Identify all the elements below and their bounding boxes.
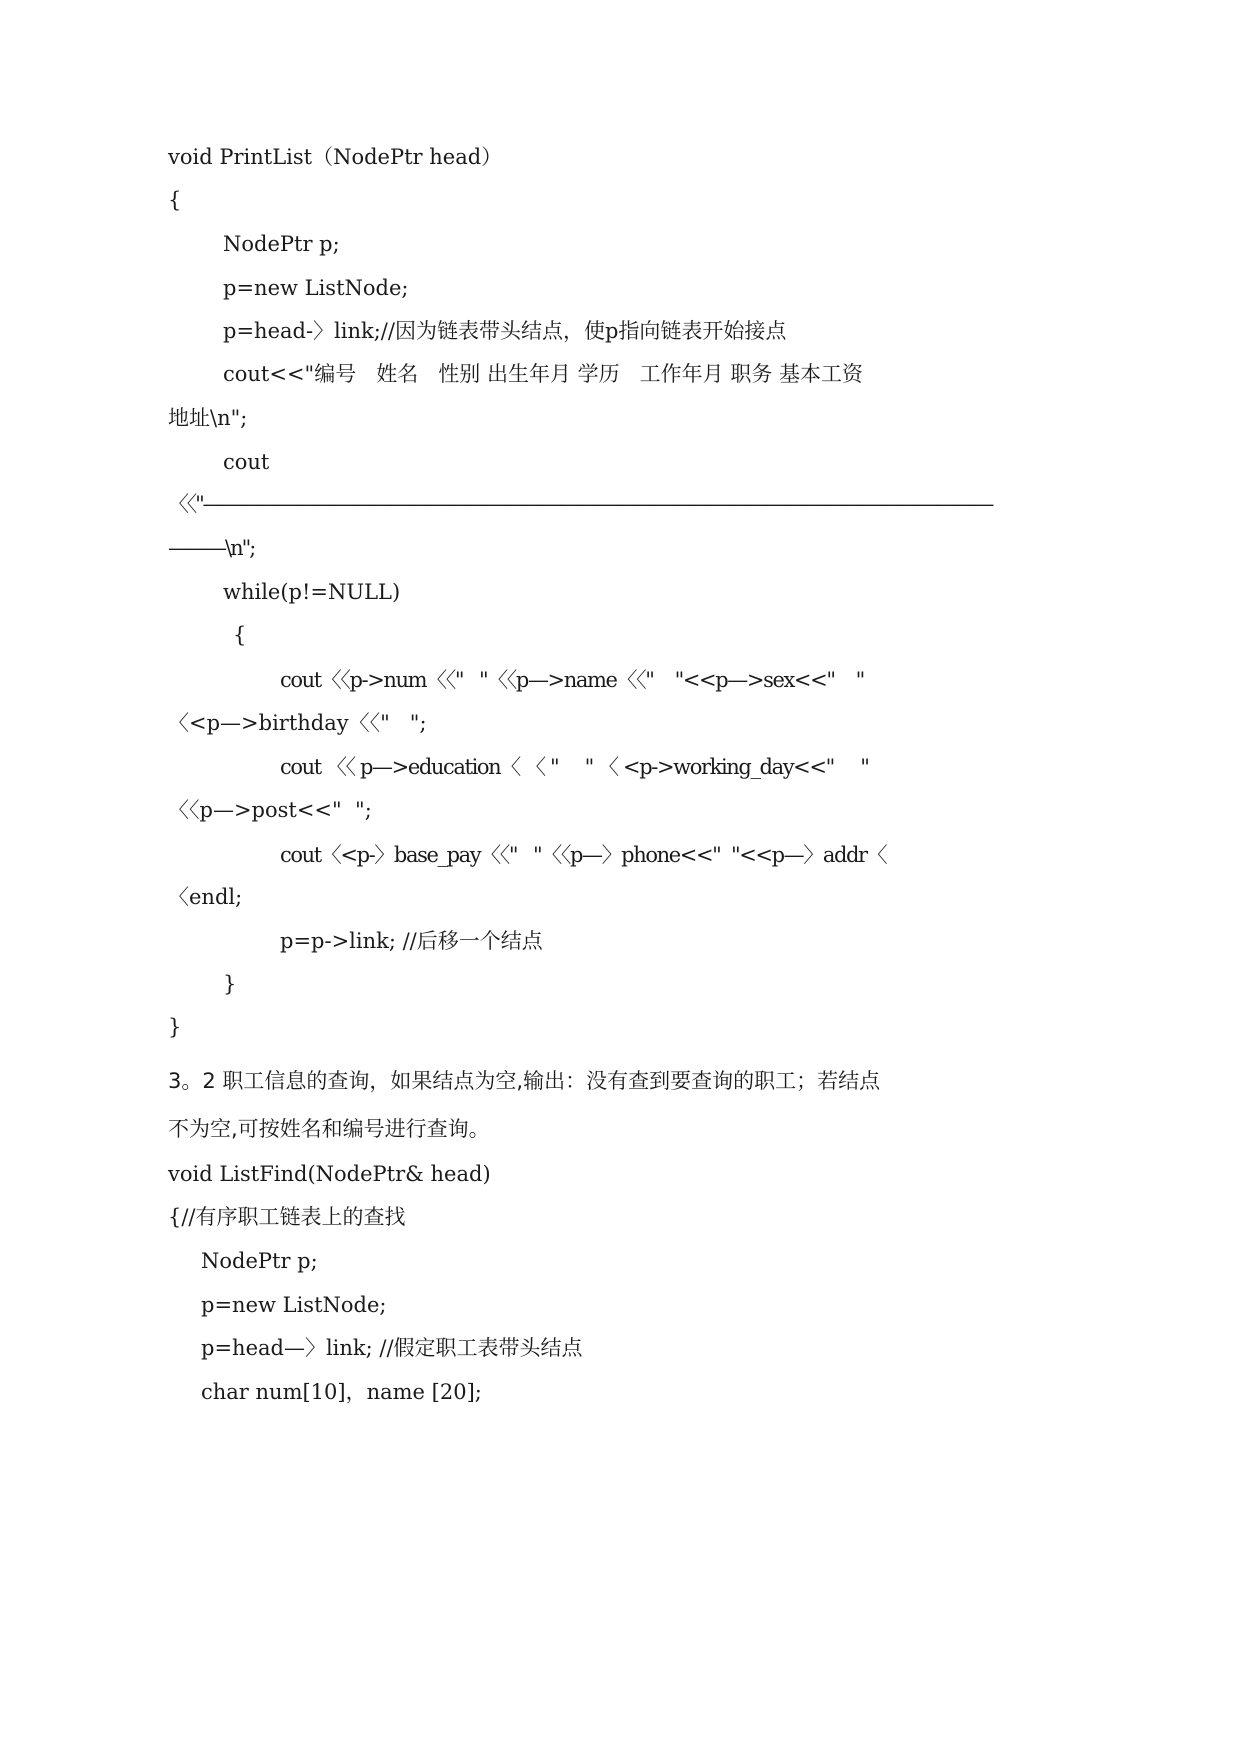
code-line-while: while(p!=NULL)	[223, 580, 401, 604]
code-line-cout-num-name-sex: cout〈〈p->num〈〈" "〈〈p—>name〈〈" "<<p—>sex<<" "	[280, 668, 864, 692]
code-line-cout: cout	[223, 450, 270, 474]
code-line-cout-post: 〈〈p—>post<<" ";	[168, 798, 372, 822]
code-line-while-close-brace: }	[223, 972, 237, 996]
code-line-p-head-link: p=head-〉link;//因为链表带头结点，使p指向链表开始接点	[223, 319, 787, 343]
code-line-cout-birthday: 〈<p—>birthday〈〈" ";	[168, 711, 427, 735]
code-line-cout-header: cout<<"编号 姓名 性别 出生年月 学历 工作年月 职务 基本工资	[223, 362, 863, 386]
code-line-listfind-signature: void ListFind(NodePtr& head)	[168, 1162, 491, 1186]
code-line-listfind-new-listnode: p=new ListNode;	[201, 1293, 387, 1317]
code-line-listfind-p-head-link: p=head—〉link; //假定职工表带头结点	[201, 1336, 583, 1360]
code-line-listfind-open-brace: {//有序职工链表上的查找	[168, 1205, 406, 1229]
code-line-endl: 〈endl;	[168, 885, 243, 909]
code-line-declare-p: NodePtr p;	[223, 232, 340, 256]
code-line-listfind-char-decl: char num[10]，name [20];	[201, 1380, 482, 1404]
code-line-cout-basepay: cout〈<p-〉base_pay〈〈" "〈〈p—〉phone<<" "<<p—〉addr〈	[280, 843, 887, 867]
code-line-p-next: p=p->link; //后移一个结点	[280, 929, 543, 953]
code-line-cout-header-cont: 地址\n";	[168, 406, 248, 430]
code-line-dash-separator-cont: ———\n";	[168, 536, 255, 560]
code-line-cout-education: cout 〈〈 p—>education〈 〈 " " 〈 <p->working_day<<" "	[280, 755, 869, 779]
code-line-open-brace: {	[168, 188, 182, 212]
code-line-while-open-brace: {	[233, 623, 247, 647]
code-line-new-listnode: p=new ListNode;	[223, 276, 409, 300]
code-line-listfind-declare-p: NodePtr p;	[201, 1249, 318, 1273]
section-3-2-paragraph: 3。2 职工信息的查询，如果结点为空,输出：没有查到要查询的职工；若结点	[168, 1069, 881, 1093]
section-3-2-paragraph-cont: 不为空,可按姓名和编号进行查询。	[168, 1117, 490, 1141]
code-line-close-brace: }	[168, 1015, 182, 1039]
code-line-printlist-signature: void PrintList（NodePtr head）	[168, 145, 503, 169]
code-line-dash-separator: 〈〈"——————————————————————————————————————————	[168, 492, 993, 516]
